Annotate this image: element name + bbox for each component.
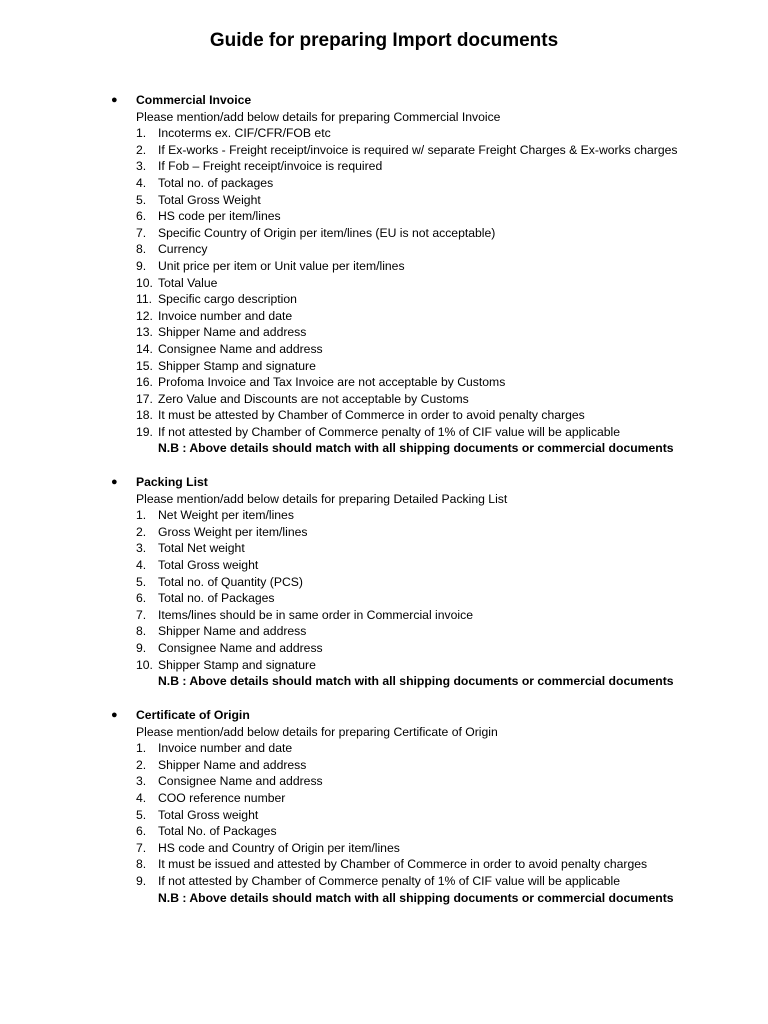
list-item [0,424,768,441]
section-heading: Certificate of Origin [136,708,250,722]
section-commercial-invoice [0,92,768,457]
item-number: 18. [136,408,153,423]
list-item [0,873,768,890]
section-note: N.B : Above details should match with all shipping documents or commercial documents [158,674,674,689]
item-number: 7. [136,840,147,855]
item-text: Invoice number and date [158,741,293,756]
item-number: 3. [136,774,147,789]
item-text: COO reference number [158,790,286,805]
list-item [0,407,768,424]
item-number: 10. [136,275,153,290]
section-note: N.B : Above details should match with all shipping documents or commercial documents [158,890,674,905]
section-packing-list [0,474,768,690]
item-text: Total Net weight [158,541,245,556]
list-item [0,192,768,209]
list-item [0,258,768,275]
item-number: 5. [136,807,147,822]
section-intro-row [0,109,768,126]
item-number: 17. [136,391,153,406]
item-number: 13. [136,325,153,340]
item-text: Zero Value and Discounts are not acceptable by Customs [158,391,469,406]
section-intro: Please mention/add below details for preparing Commercial Invoice [136,109,501,124]
list-item [0,241,768,258]
bullet-icon: ● [111,94,118,106]
item-number: 9. [136,640,147,655]
list-item [0,590,768,607]
list-item [0,125,768,142]
list-item [0,524,768,541]
item-number: 10. [136,657,153,672]
list-item [0,640,768,657]
list-item [0,175,768,192]
section-heading: Commercial Invoice [136,93,252,107]
item-number: 19. [136,424,153,439]
item-number: 5. [136,192,147,207]
list-item [0,574,768,591]
list-item [0,208,768,225]
item-text: Net Weight per item/lines [158,508,294,523]
list-item [0,374,768,391]
list-item [0,807,768,824]
item-text: If not attested by Chamber of Commerce penalty of 1% of CIF value will be applicable [158,424,621,439]
item-number: 12. [136,308,153,323]
item-number: 6. [136,591,147,606]
section-intro: Please mention/add below details for preparing Detailed Packing List [136,491,508,506]
list-item [0,391,768,408]
item-number: 2. [136,757,147,772]
list-item [0,142,768,159]
item-number: 9. [136,873,147,888]
item-number: 16. [136,375,153,390]
item-number: 2. [136,142,147,157]
item-text: Total No. of Packages [158,824,277,839]
section-intro-row [0,491,768,508]
item-text: Total no. of Quantity (PCS) [158,574,303,589]
item-number: 3. [136,541,147,556]
note-row [0,673,768,690]
section-intro: Please mention/add below details for preparing Certificate of Origin [136,724,498,739]
item-text: If not attested by Chamber of Commerce penalty of 1% of CIF value will be applicable [158,873,621,888]
item-number: 9. [136,258,147,273]
item-number: 5. [136,574,147,589]
item-text: Profoma Invoice and Tax Invoice are not acceptable by Customs [158,375,506,390]
item-number: 1. [136,126,147,141]
item-number: 4. [136,790,147,805]
list-item [0,823,768,840]
item-number: 4. [136,557,147,572]
item-number: 14. [136,341,153,356]
item-number: 4. [136,175,147,190]
item-number: 7. [136,607,147,622]
list-item [0,856,768,873]
item-text: Specific cargo description [158,292,297,307]
item-text: Gross Weight per item/lines [158,524,308,539]
item-text: Unit price per item or Unit value per item/lines [158,258,405,273]
item-number: 6. [136,824,147,839]
item-text: Invoice number and date [158,308,293,323]
section-note: N.B : Above details should match with all shipping documents or commercial documents [158,441,674,456]
item-text: Total Value [158,275,218,290]
note-row [0,890,768,907]
list-item [0,275,768,292]
note-row [0,440,768,457]
item-text: Consignee Name and address [158,341,323,356]
list-item [0,324,768,341]
item-text: If Ex-works - Freight receipt/invoice is required w/ separate Freight Charges & Ex-works charges [158,142,678,157]
item-number: 11. [136,292,153,307]
list-item [0,657,768,674]
section-intro-row [0,724,768,741]
page-title: Guide for preparing Import documents [209,30,559,51]
section-heading-row [0,474,768,491]
list-item [0,623,768,640]
item-number: 1. [136,508,147,523]
list-item [0,790,768,807]
item-text: Consignee Name and address [158,640,323,655]
list-item [0,773,768,790]
item-text: Total no. of packages [158,175,274,190]
item-text: It must be attested by Chamber of Commerce in order to avoid penalty charges [158,408,585,423]
list-item [0,757,768,774]
item-text: HS code and Country of Origin per item/lines [158,840,400,855]
list-item [0,341,768,358]
list-item [0,607,768,624]
item-text: Shipper Name and address [158,325,307,340]
item-text: If Fob – Freight receipt/invoice is required [158,159,383,174]
item-text: Total Gross weight [158,557,259,572]
item-text: Shipper Name and address [158,624,307,639]
item-text: Shipper Name and address [158,757,307,772]
section-heading: Packing List [136,475,208,489]
list-item [0,358,768,375]
section-heading-row [0,92,768,109]
item-text: Shipper Stamp and signature [158,657,316,672]
item-text: HS code per item/lines [158,209,281,224]
item-number: 1. [136,741,147,756]
item-number: 15. [136,358,153,373]
item-number: 2. [136,524,147,539]
list-item [0,740,768,757]
item-number: 8. [136,242,147,257]
list-item [0,840,768,857]
item-number: 8. [136,857,147,872]
item-text: Total Gross Weight [158,192,261,207]
list-item [0,557,768,574]
list-item [0,158,768,175]
item-text: Specific Country of Origin per item/lines (EU is not acceptable) [158,225,496,240]
list-item [0,507,768,524]
list-item [0,291,768,308]
item-text: It must be issued and attested by Chamber of Commerce in order to avoid penalty charges [158,857,648,872]
item-number: 3. [136,159,147,174]
item-text: Shipper Stamp and signature [158,358,316,373]
list-item [0,225,768,242]
item-number: 8. [136,624,147,639]
item-number: 6. [136,209,147,224]
item-text: Currency [158,242,208,257]
item-text: Items/lines should be in same order in Commercial invoice [158,607,473,622]
list-item [0,308,768,325]
section-certificate-of-origin [0,707,768,906]
bullet-icon: ● [111,476,118,488]
item-text: Consignee Name and address [158,774,323,789]
item-text: Incoterms ex. CIF/CFR/FOB etc [158,126,331,141]
item-number: 7. [136,225,147,240]
list-item [0,540,768,557]
item-text: Total no. of Packages [158,591,275,606]
item-text: Total Gross weight [158,807,259,822]
section-heading-row [0,707,768,724]
bullet-icon: ● [111,709,118,721]
